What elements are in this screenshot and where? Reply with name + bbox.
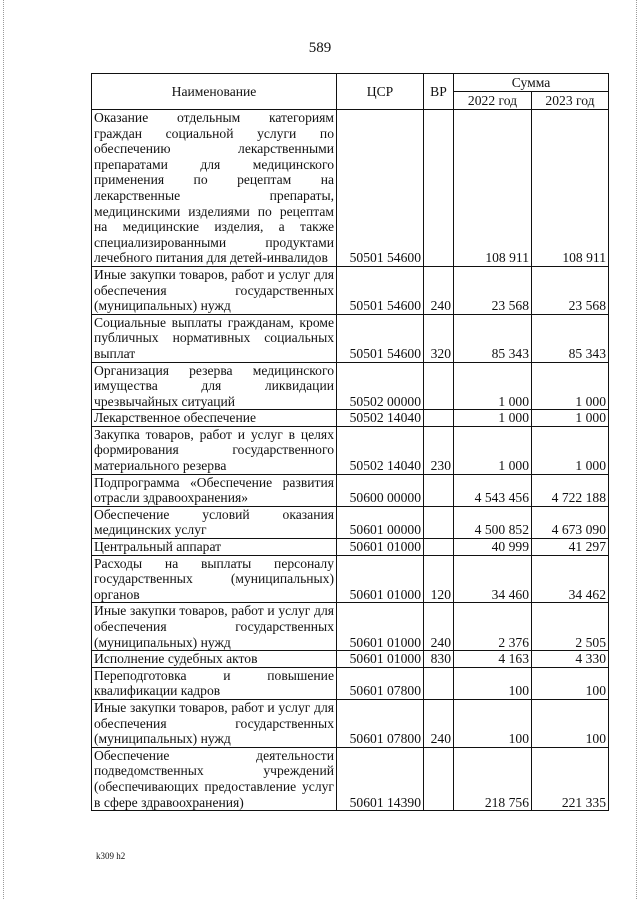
header-year-2022: 2022 год (454, 92, 532, 110)
row-csr: 50601 14390 (337, 747, 424, 810)
row-vr (424, 539, 454, 556)
row-sum-2022: 100 (454, 667, 532, 699)
row-csr: 50601 07800 (337, 699, 424, 747)
row-sum-2023: 4 722 188 (532, 474, 609, 506)
row-vr (424, 362, 454, 410)
table-row (92, 603, 609, 651)
row-csr: 50502 14040 (337, 426, 424, 474)
row-sum-2023: 34 462 (532, 555, 609, 603)
row-csr: 50502 00000 (337, 362, 424, 410)
row-csr: 50601 01000 (337, 651, 424, 668)
row-sum-2023: 100 (532, 699, 609, 747)
row-csr: 50601 00000 (337, 506, 424, 538)
table-row (92, 699, 609, 747)
row-vr (424, 506, 454, 538)
row-name: Иные закупки товаров, работ и услуг для обеспечения государственных (муниципальных) нужд (92, 603, 337, 651)
row-vr (424, 747, 454, 810)
row-sum-2023: 4 673 090 (532, 506, 609, 538)
row-vr (424, 667, 454, 699)
table-body (92, 110, 609, 811)
table-row (92, 426, 609, 474)
table-row (92, 314, 609, 362)
budget-table (91, 73, 609, 811)
row-name: Подпрограмма «Обеспечение развития отрасли здравоохранения» (92, 474, 337, 506)
row-name: Иные закупки товаров, работ и услуг для обеспечения государственных (муниципальных) нужд (92, 266, 337, 314)
row-name: Иные закупки товаров, работ и услуг для обеспечения государственных (муниципальных) нужд (92, 699, 337, 747)
table-row (92, 747, 609, 810)
row-name: Центральный аппарат (92, 539, 337, 556)
row-csr: 50501 54600 (337, 110, 424, 267)
table-row (92, 506, 609, 538)
row-sum-2022: 4 163 (454, 651, 532, 668)
row-name: Переподготовка и повышение квалификации кадров (92, 667, 337, 699)
header-year-2023: 2023 год (532, 92, 609, 110)
header-sum: Сумма (454, 74, 609, 92)
table-row (92, 539, 609, 556)
row-csr: 50501 54600 (337, 314, 424, 362)
row-vr: 320 (424, 314, 454, 362)
row-sum-2022: 100 (454, 699, 532, 747)
row-sum-2022: 40 999 (454, 539, 532, 556)
header-name: Наименование (92, 74, 337, 110)
table-row (92, 651, 609, 668)
row-sum-2022: 1 000 (454, 426, 532, 474)
scan-left-edge (3, 0, 4, 899)
row-sum-2023: 1 000 (532, 410, 609, 427)
row-sum-2022: 85 343 (454, 314, 532, 362)
table-row (92, 555, 609, 603)
row-csr: 50601 01000 (337, 555, 424, 603)
table-row (92, 667, 609, 699)
row-vr: 240 (424, 603, 454, 651)
table-row (92, 110, 609, 267)
row-name: Оказание отдельным категориям граждан социальной услуги по обеспечению лекарственными препаратами для медицинского применения по рецептам на лекарственные препараты, медицинскими изделиями по рецептам на медицинские изделия, а также специализированными продуктами лечебного питания для детей-инвалидов (92, 110, 337, 267)
row-sum-2023: 4 330 (532, 651, 609, 668)
row-vr (424, 410, 454, 427)
footer-code: k309 h2 (96, 851, 126, 861)
row-sum-2022: 2 376 (454, 603, 532, 651)
row-sum-2022: 1 000 (454, 410, 532, 427)
table-row (92, 266, 609, 314)
row-vr: 240 (424, 266, 454, 314)
header-csr: ЦСР (337, 74, 424, 110)
row-sum-2022: 1 000 (454, 362, 532, 410)
row-name: Обеспечение условий оказания медицинских услуг (92, 506, 337, 538)
row-name: Обеспечение деятельности подведомственных учреждений (обеспечивающих предоставление услуг в сфере здравоохранения) (92, 747, 337, 810)
row-sum-2022: 108 911 (454, 110, 532, 267)
scan-right-edge (636, 0, 637, 899)
table-row (92, 410, 609, 427)
row-csr: 50502 14040 (337, 410, 424, 427)
row-sum-2023: 1 000 (532, 362, 609, 410)
header-vr: ВР (424, 74, 454, 110)
row-name: Социальные выплаты гражданам, кроме публичных нормативных социальных выплат (92, 314, 337, 362)
row-sum-2023: 41 297 (532, 539, 609, 556)
row-name: Лекарственное обеспечение (92, 410, 337, 427)
row-csr: 50600 00000 (337, 474, 424, 506)
row-vr: 230 (424, 426, 454, 474)
row-csr: 50601 01000 (337, 539, 424, 556)
header-row (92, 74, 609, 92)
table-row (92, 474, 609, 506)
row-csr: 50601 01000 (337, 603, 424, 651)
row-vr (424, 474, 454, 506)
page-number: 589 (308, 40, 332, 56)
row-vr: 830 (424, 651, 454, 668)
row-vr: 240 (424, 699, 454, 747)
row-sum-2023: 1 000 (532, 426, 609, 474)
row-sum-2023: 108 911 (532, 110, 609, 267)
row-sum-2023: 100 (532, 667, 609, 699)
row-name: Исполнение судебных актов (92, 651, 337, 668)
row-csr: 50601 07800 (337, 667, 424, 699)
row-name: Закупка товаров, работ и услуг в целях формирования государственного материального резерва (92, 426, 337, 474)
table-row (92, 362, 609, 410)
row-csr: 50501 54600 (337, 266, 424, 314)
row-sum-2023: 85 343 (532, 314, 609, 362)
row-vr (424, 110, 454, 267)
row-sum-2023: 2 505 (532, 603, 609, 651)
row-sum-2022: 218 756 (454, 747, 532, 810)
row-sum-2023: 23 568 (532, 266, 609, 314)
row-sum-2022: 34 460 (454, 555, 532, 603)
row-name: Расходы на выплаты персоналу государственных (муниципальных) органов (92, 555, 337, 603)
row-sum-2023: 221 335 (532, 747, 609, 810)
row-name: Организация резерва медицинского имущества для ликвидации чрезвычайных ситуаций (92, 362, 337, 410)
row-vr: 120 (424, 555, 454, 603)
row-sum-2022: 4 500 852 (454, 506, 532, 538)
row-sum-2022: 4 543 456 (454, 474, 532, 506)
row-sum-2022: 23 568 (454, 266, 532, 314)
